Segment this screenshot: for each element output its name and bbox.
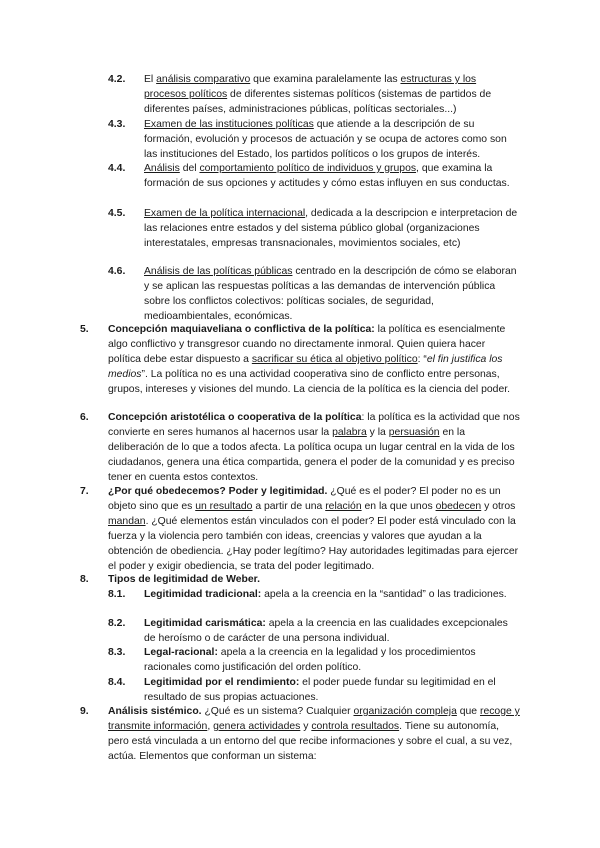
underlined-term: Examen de las instituciones políticas	[144, 119, 314, 130]
item-number: 8.3.	[108, 647, 126, 658]
item-text: Legitimidad tradicional: apela a la creencia en la “santidad” o las tradiciones.	[144, 589, 507, 600]
list-item-8-4	[108, 675, 520, 705]
item-text: Examen de las instituciones políticas que atiende a la descripción de su formación, evolución y procesos de actuación y se ocupa de actores como son las instituciones del Estado, los partidos políticos o los grupos de interés.	[144, 119, 507, 161]
item-heading: Legitimidad tradicional:	[144, 589, 262, 600]
item-heading: ¿Por qué obedecemos? Poder y legitimidad.	[108, 486, 328, 497]
list-item-4-2	[108, 72, 518, 117]
underlined-term: sacrificar su ética al objetivo político	[251, 354, 418, 366]
list-item-9	[80, 704, 520, 764]
item-number: 7.	[80, 486, 89, 497]
list-item-5	[80, 322, 520, 397]
list-item-7	[80, 484, 520, 575]
list-item-8-3	[108, 645, 520, 675]
underlined-term: mandan	[108, 516, 146, 528]
item-number: 4.3.	[108, 119, 126, 130]
list-item-4-6	[108, 264, 518, 324]
underlined-term: análisis comparativo	[156, 74, 251, 85]
item-heading: Concepción maquiaveliana o conflictiva de la política:	[108, 324, 375, 335]
item-number: 8.4.	[108, 677, 126, 688]
item-heading: Legitimidad carismática:	[144, 618, 266, 629]
list-item-8	[80, 572, 520, 587]
underlined-term: Examen de la política internacional	[144, 208, 306, 219]
underlined-term: comportamiento político de individuos y grupos	[199, 163, 417, 174]
item-number: 8.	[80, 574, 89, 585]
item-heading: Concepción aristotélica o cooperativa de la política	[108, 412, 362, 423]
underlined-term: organización compleja	[353, 706, 457, 717]
item-number: 8.1.	[108, 589, 126, 600]
item-number: 4.4.	[108, 163, 126, 174]
underlined-term: recoge y transmite información	[108, 706, 520, 733]
list-item-6	[80, 410, 520, 485]
item-text: Legal-racional: apela a la creencia en la legalidad y los procedimientos racionales como justificación del orden político.	[144, 647, 476, 674]
item-heading: Legitimidad por el rendimiento:	[144, 677, 300, 688]
item-number: 9.	[80, 706, 89, 717]
item-number: 6.	[80, 412, 89, 423]
list-item-8-2	[108, 616, 520, 646]
item-number: 5.	[80, 324, 89, 335]
item-heading: Tipos de legitimidad de Weber.	[108, 574, 261, 585]
item-text: Concepción maquiaveliana o conflictiva de la política: la política es esencialmente algo conflictivo y transgresor cuando no directamente inmoral. Quien quiera hacer política debe estar dispuesto a sacrificar su ética al objetivo político: “el fin justifica los medios”. La política no es una actividad cooperativa sino de conflicto entre personas, grupos, intereses y visiones del mundo. La ciencia de la política es la ciencia del poder.	[108, 324, 511, 396]
item-number: 8.2.	[108, 618, 126, 629]
item-text: Legitimidad por el rendimiento: el poder puede fundar su legitimidad en el resultado de sus propias actuaciones.	[144, 677, 496, 704]
item-heading: Análisis sistémico.	[108, 706, 202, 717]
item-text: Examen de la política internacional, dedicada a la descripcion e interpretacion de las relaciones entre estados y del sistema público global (organizaciones interestatales, empresas transnacionales, movimientos sociales, etc)	[144, 208, 518, 250]
underlined-term: Análisis de las políticas públicas	[144, 266, 293, 277]
underlined-term: un resultado	[195, 501, 253, 513]
list-item-4-5	[108, 206, 518, 251]
underlined-term: palabra	[332, 427, 367, 439]
list-item-8-1	[108, 587, 520, 602]
item-text: Análisis del comportamiento político de individuos y grupos, que examina la formación de sus opciones y actitudes y cómo estas influyen en sus conductas.	[144, 163, 510, 190]
item-text: Legitimidad carismática: apela a la creencia en las cualidades excepcionales de heroísmo o de carácter de una persona individual.	[144, 618, 508, 645]
item-text: Concepción aristotélica o cooperativa de la política: la política es la actividad que nos convierte en seres humanos al hacernos usar la palabra y la persuasión en la deliberación de lo que a todos afecta. La política ocupa un lugar central en la vida de los ciudadanos, genera una ética compartida, genera el poder de la comunidad y es preciso tener en cuenta estos contextos.	[108, 412, 520, 484]
item-number: 4.6.	[108, 266, 126, 277]
item-number: 4.2.	[108, 74, 126, 85]
underlined-term: Análisis	[144, 163, 180, 174]
item-heading: Legal-racional:	[144, 647, 218, 658]
item-text: ¿Por qué obedecemos? Poder y legitimidad. ¿Qué es el poder? El poder no es un objeto sino que es un resultado a partir de una relación en la que unos obedecen y otros mandan. ¿Qué elementos están vinculados con el poder? El poder está vinculado con la fuerza y la violencia pero también con ideas, creencias y valores que ayudan a la obtención de obediencia. ¿Hay poder legítimo? Hay autoridades legitimadas para ejercer el poder y exigir obediencia, se trata del poder legitimado.	[108, 486, 519, 573]
item-text	[108, 572, 520, 587]
underlined-term: obedecen	[435, 501, 482, 513]
underlined-term: persuasión	[388, 427, 440, 439]
underlined-term: genera actividades	[213, 721, 301, 733]
item-number: 4.5.	[108, 208, 126, 219]
item-text: Análisis de las políticas públicas centrado en la descripción de cómo se elaboran y se aplican las respuestas políticas a las demandas de intervención pública sobre los conflictos colectivos: políticas sociales, de seguridad, medioambientales, económicas.	[144, 266, 517, 323]
list-item-4-3	[108, 117, 518, 162]
item-text: El análisis comparativo que examina paralelamente las estructuras y los procesos políticos de diferentes sistemas políticos (sistemas de partidos de diferentes países, administraciones públicas, políticas sectoriales...)	[144, 74, 492, 116]
underlined-term: controla resultados	[311, 721, 400, 733]
underlined-term: estructuras y los procesos políticos	[144, 74, 477, 101]
list-item-4-4	[108, 161, 518, 191]
underlined-term: relación	[325, 501, 362, 513]
italic-quote: el fin justifica los medios	[108, 354, 503, 381]
item-text: Análisis sistémico. ¿Qué es un sistema? Cualquier organización compleja que recoge y transmite información, genera actividades y controla resultados. Tiene su autonomía, pero está vinculada a un entorno del que recibe informaciones y sobre el cual, a su vez, actúa. Elementos que conforman un sistema:	[108, 706, 520, 763]
